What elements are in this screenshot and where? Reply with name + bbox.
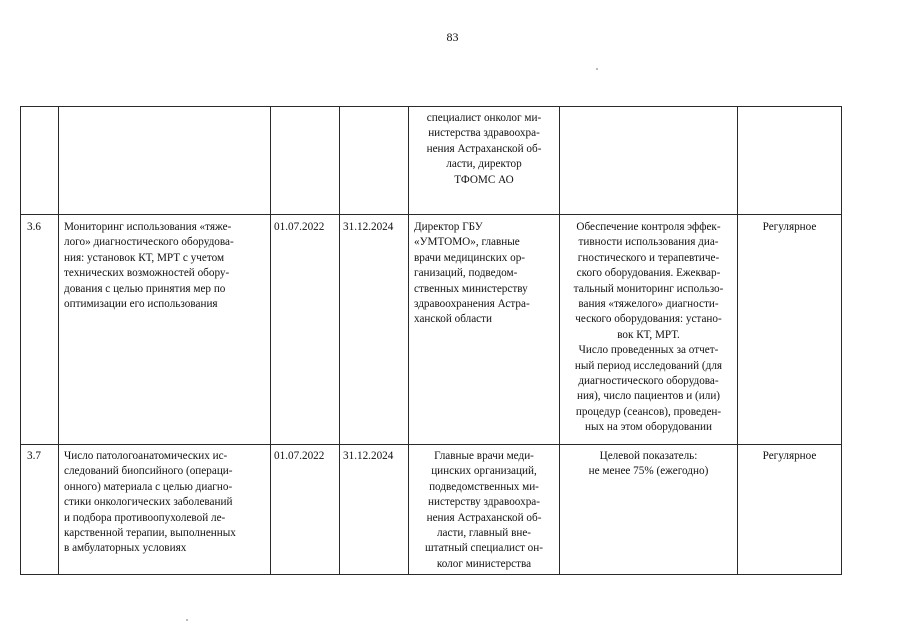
start-date-cell: 01.07.2022	[271, 215, 340, 445]
row-number	[21, 107, 59, 215]
responsible-cell: Директор ГБУ «УМТОМО», главные врачи медицинских ор- ганизаций, подведом- ственных министерству здравоохранения Астра- ханской области	[409, 215, 560, 445]
result-cell: Обеспечение контроля эффек- тивности использования диа- гностического и терапевтиче- ского оборудования. Ежеквар- тальный мониторинг использо- вания «тяжелого» диагности- ческого оборудования: устано- вок КТ, МРТ. Число проведенных за отчет- ный период исследований (для диагностического оборудова- ния), число пациентов и (или) процедур (сеансов), проведен- ных на этом оборудовании	[560, 215, 738, 445]
frequency-cell	[738, 107, 842, 215]
end-date-cell: 31.12.2024	[340, 445, 409, 575]
scan-speck	[186, 619, 188, 621]
table-row	[21, 107, 842, 215]
responsible-cell: специалист онколог ми- нистерства здравоохра- нения Астраханской об- ласти, директор ТФОМС АО	[409, 107, 560, 215]
activity-cell	[59, 107, 271, 215]
start-date-cell: 01.07.2022	[271, 445, 340, 575]
activity-cell: Мониторинг использования «тяже- лого» диагностического оборудова- ния: установок КТ, МРТ с учетом технических возможностей обору- дования с целью принятия мер по оптимизации его использования	[59, 215, 271, 445]
row-number: 3.7	[21, 445, 59, 575]
end-date-cell	[340, 107, 409, 215]
end-date-cell: 31.12.2024	[340, 215, 409, 445]
table-row	[21, 215, 842, 445]
plan-table	[20, 106, 842, 575]
table-row	[21, 445, 842, 575]
frequency-cell: Регулярное	[738, 215, 842, 445]
activity-cell: Число патологоанатомических ис- следований биопсийного (операци- онного) материала с целью диагно- стики онкологических заболеваний и подбора противоопухолевой ле- карственной терапии, выполненных в амбулаторных условиях	[59, 445, 271, 575]
result-cell	[560, 107, 738, 215]
responsible-cell: Главные врачи меди- цинских организаций, подведомственных ми- нистерству здравоохра- нения Астраханской об- ласти, главный вне- штатный специалист он- колог министерства	[409, 445, 560, 575]
frequency-cell: Регулярное	[738, 445, 842, 575]
result-cell: Целевой показатель: не менее 75% (ежегодно)	[560, 445, 738, 575]
row-number: 3.6	[21, 215, 59, 445]
page-number: 83	[446, 30, 459, 44]
start-date-cell	[271, 107, 340, 215]
scan-speck	[596, 68, 598, 70]
